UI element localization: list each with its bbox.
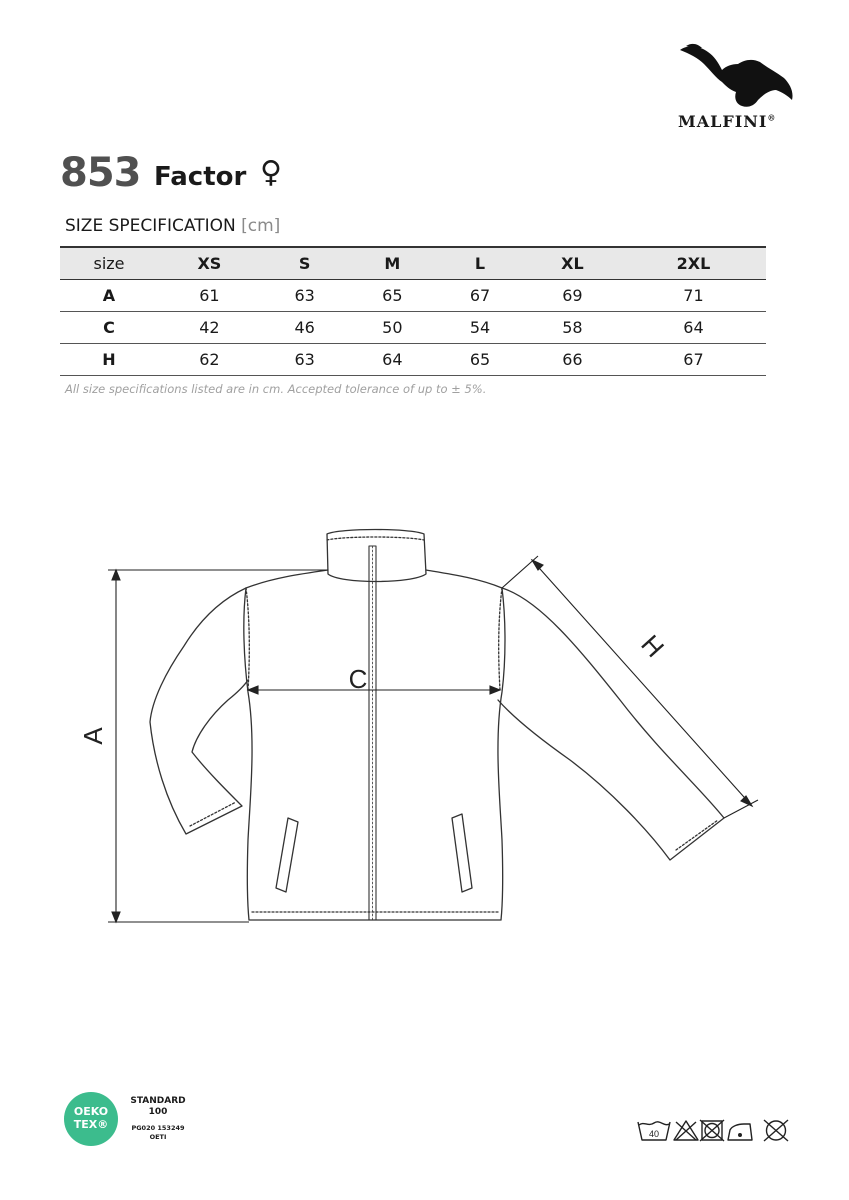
- table-row: [60, 344, 766, 376]
- table-cell: 58: [562, 318, 583, 337]
- table-cell: 54: [469, 318, 491, 337]
- table-cell: 64: [382, 350, 403, 369]
- right-pocket: [452, 814, 472, 892]
- table-cell: 65: [469, 350, 491, 369]
- eagle-icon: [678, 40, 798, 112]
- no-tumble-dry-icon: [700, 1120, 724, 1141]
- table-cell: 67: [683, 350, 704, 369]
- certificate-code: PG020 153249 OETI: [131, 1124, 185, 1141]
- column-header: M: [384, 254, 401, 273]
- column-header: L: [474, 254, 486, 273]
- table-cell: 69: [562, 286, 583, 305]
- label-h: H: [635, 628, 671, 663]
- table-cell: 66: [562, 350, 583, 369]
- oeko-tex-badge: OEKO TEX®: [64, 1092, 118, 1146]
- left-pocket: [276, 818, 298, 892]
- wash-40-icon: [638, 1122, 670, 1140]
- standard-label: STANDARD 100: [130, 1096, 186, 1117]
- table-cell: 63: [294, 286, 315, 305]
- product-name: Factor: [154, 162, 247, 192]
- size-spec-heading: SIZE SPECIFICATION [cm]: [65, 216, 281, 236]
- unit-label: [cm]: [241, 216, 281, 236]
- table-cell: 71: [683, 286, 704, 305]
- right-sleeve: [498, 588, 724, 860]
- table-header-row: [60, 247, 766, 280]
- table-cell: 61: [199, 286, 220, 305]
- table-cell: 65: [382, 286, 403, 305]
- table-cell: 50: [382, 318, 403, 337]
- column-header: 2XL: [676, 254, 711, 273]
- jacket-body: [244, 570, 505, 920]
- row-label: A: [102, 286, 116, 305]
- table-cell: 64: [683, 318, 704, 337]
- tolerance-note: All size specifications listed are in cm. Accepted tolerance of up to ± 5%.: [65, 382, 487, 396]
- column-header: S: [298, 254, 311, 273]
- table-cell: 46: [294, 318, 315, 337]
- oeko-tex-logo: [64, 1092, 118, 1146]
- brand-name: MALFINI®: [678, 112, 777, 131]
- care-symbols: [636, 1118, 792, 1144]
- iron-low-icon: [728, 1124, 752, 1140]
- product-number: 853: [60, 150, 141, 196]
- column-header: XS: [197, 254, 222, 273]
- table-cell: 63: [294, 350, 315, 369]
- label-c: C: [348, 664, 368, 694]
- svg-text:40: 40: [648, 1129, 660, 1139]
- column-header: size: [93, 254, 125, 273]
- size-table: [60, 246, 766, 376]
- label-a: A: [78, 727, 108, 745]
- left-sleeve: [150, 588, 248, 834]
- table-row: [60, 312, 766, 344]
- no-dry-clean-icon: [764, 1120, 788, 1141]
- table-row: [60, 280, 766, 312]
- column-header: XL: [561, 254, 584, 273]
- table-cell: 67: [469, 286, 491, 305]
- female-symbol-icon: ♀: [260, 155, 282, 190]
- no-bleach-icon: [674, 1121, 698, 1140]
- jacket-diagram: [0, 500, 849, 940]
- row-label: C: [103, 318, 115, 337]
- table-cell: 42: [199, 318, 220, 337]
- brand-logo: [672, 40, 802, 135]
- table-cell: 62: [199, 350, 220, 369]
- row-label: H: [102, 350, 116, 369]
